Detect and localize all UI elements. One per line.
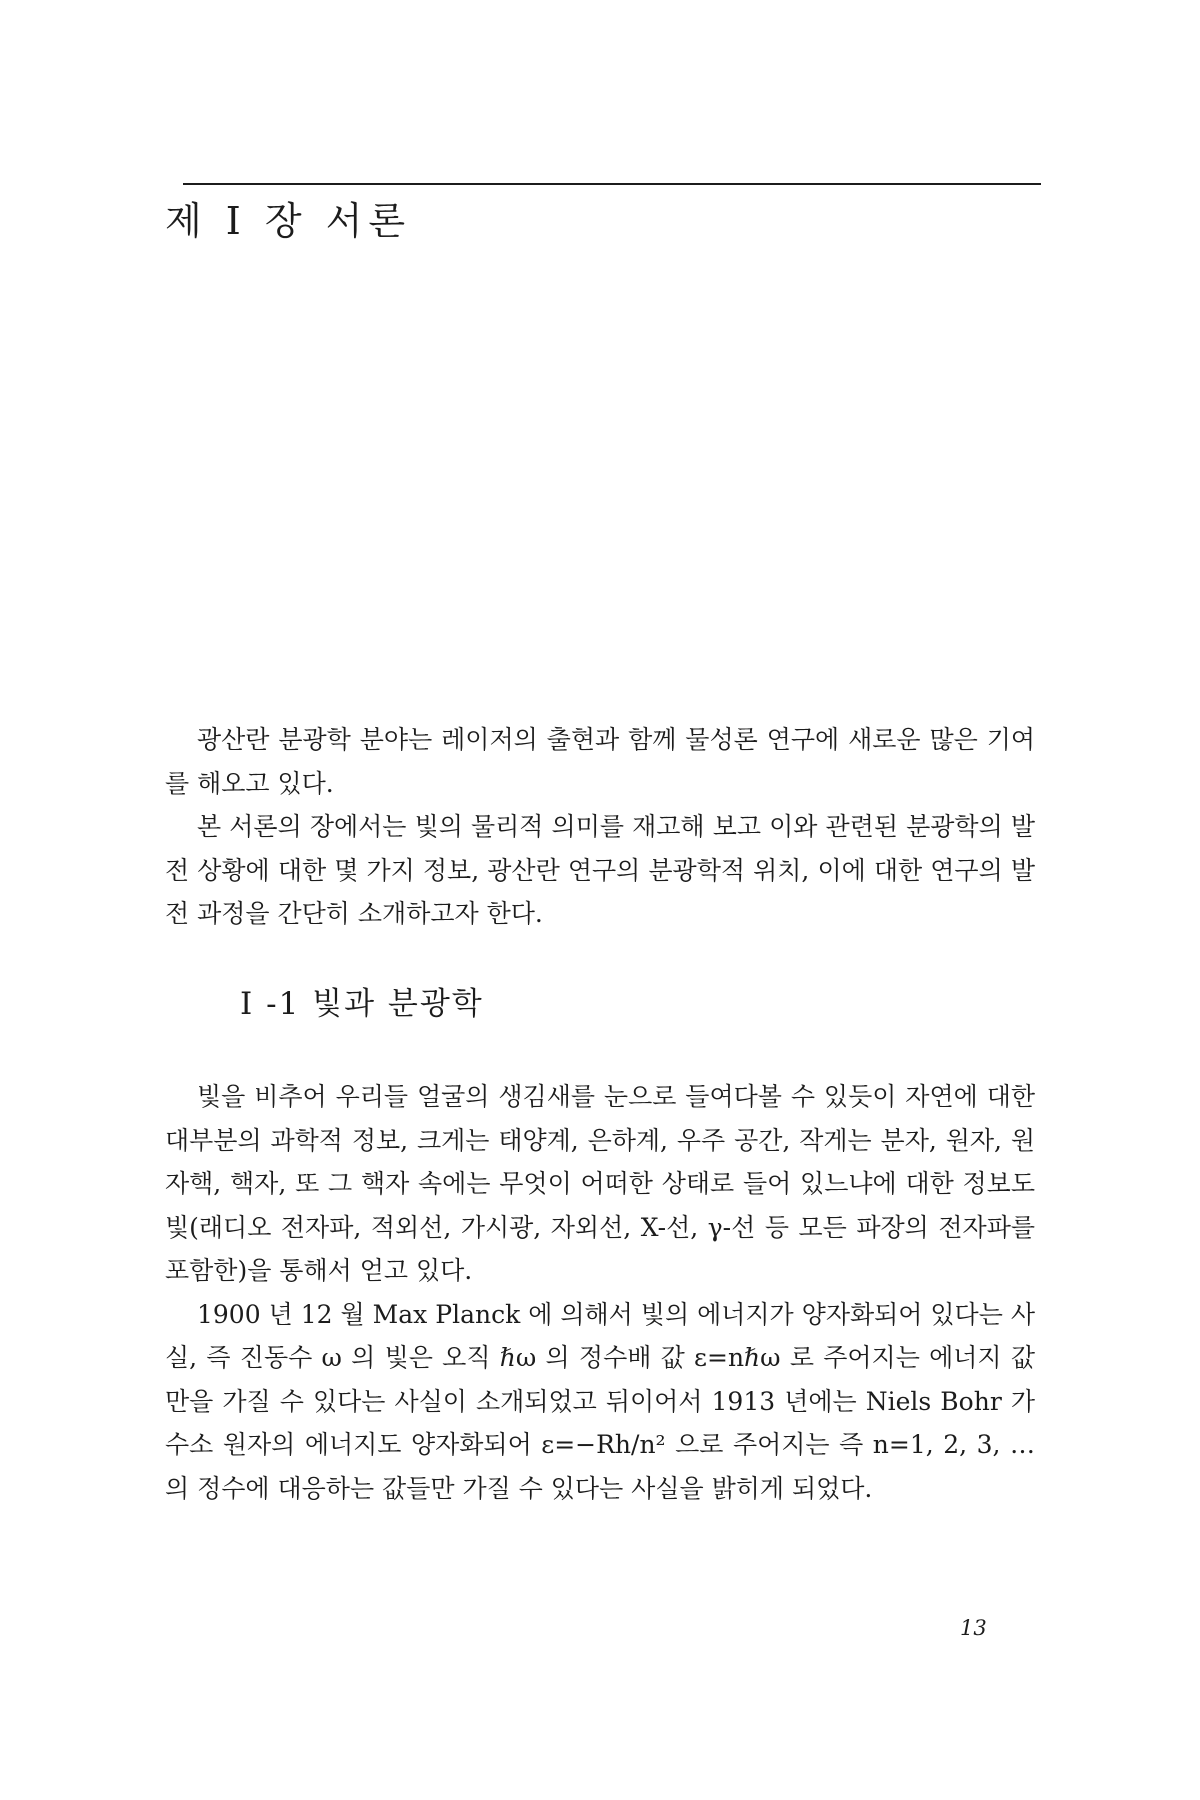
section-text	[165, 1075, 1035, 1510]
section-paragraph: 1900 년 12 월 Max Planck 에 의해서 빛의 에너지가 양자화되어 있다는 사실, 즉 진동수 ω 의 빛은 오직 ℏω 의 정수배 값 ε=nℏω 로 주어지는 에너지 값만을 가질 수 있다는 사실이 소개되었고 뒤이어서 1913 년에는 Niels Bohr 가 수소 원자의 에너지도 양자화되어 ε=−Rh/n² 으로 주어지는 즉 n=1, 2, 3, … 의 정수에 대응하는 값들만 가질 수 있다는 사실을 밝히게 되었다.	[165, 1299, 1035, 1503]
top-rule	[183, 183, 1041, 185]
intro-paragraph: 광산란 분광학 분야는 레이저의 출현과 함께 물성론 연구에 새로운 많은 기여를 해오고 있다.	[165, 725, 1035, 798]
intro-paragraph: 본 서론의 장에서는 빛의 물리적 의미를 재고해 보고 이와 관련된 분광학의 발전 상황에 대한 몇 가지 정보, 광산란 연구의 분광학적 위치, 이에 대한 연구의 발전 과정을 간단히 소개하고자 한다.	[165, 812, 1035, 928]
intro-text	[165, 718, 1035, 936]
chapter-title: 제 I 장 서론	[165, 199, 412, 243]
section-heading: I -1 빛과 분광학	[240, 986, 484, 1022]
page-number: 13	[960, 1616, 987, 1640]
section-paragraph: 빛을 비추어 우리들 얼굴의 생김새를 눈으로 들여다볼 수 있듯이 자연에 대한 대부분의 과학적 정보, 크게는 태양계, 은하계, 우주 공간, 작게는 분자, 원자, 원자핵, 핵자, 또 그 핵자 속에는 무엇이 어떠한 상태로 들어 있느냐에 대한 정보도 빛(래디오 전자파, 적외선, 가시광, 자외선, X-선, γ-선 등 모든 파장의 전자파를 포함한)을 통해서 얻고 있다.	[165, 1082, 1035, 1285]
